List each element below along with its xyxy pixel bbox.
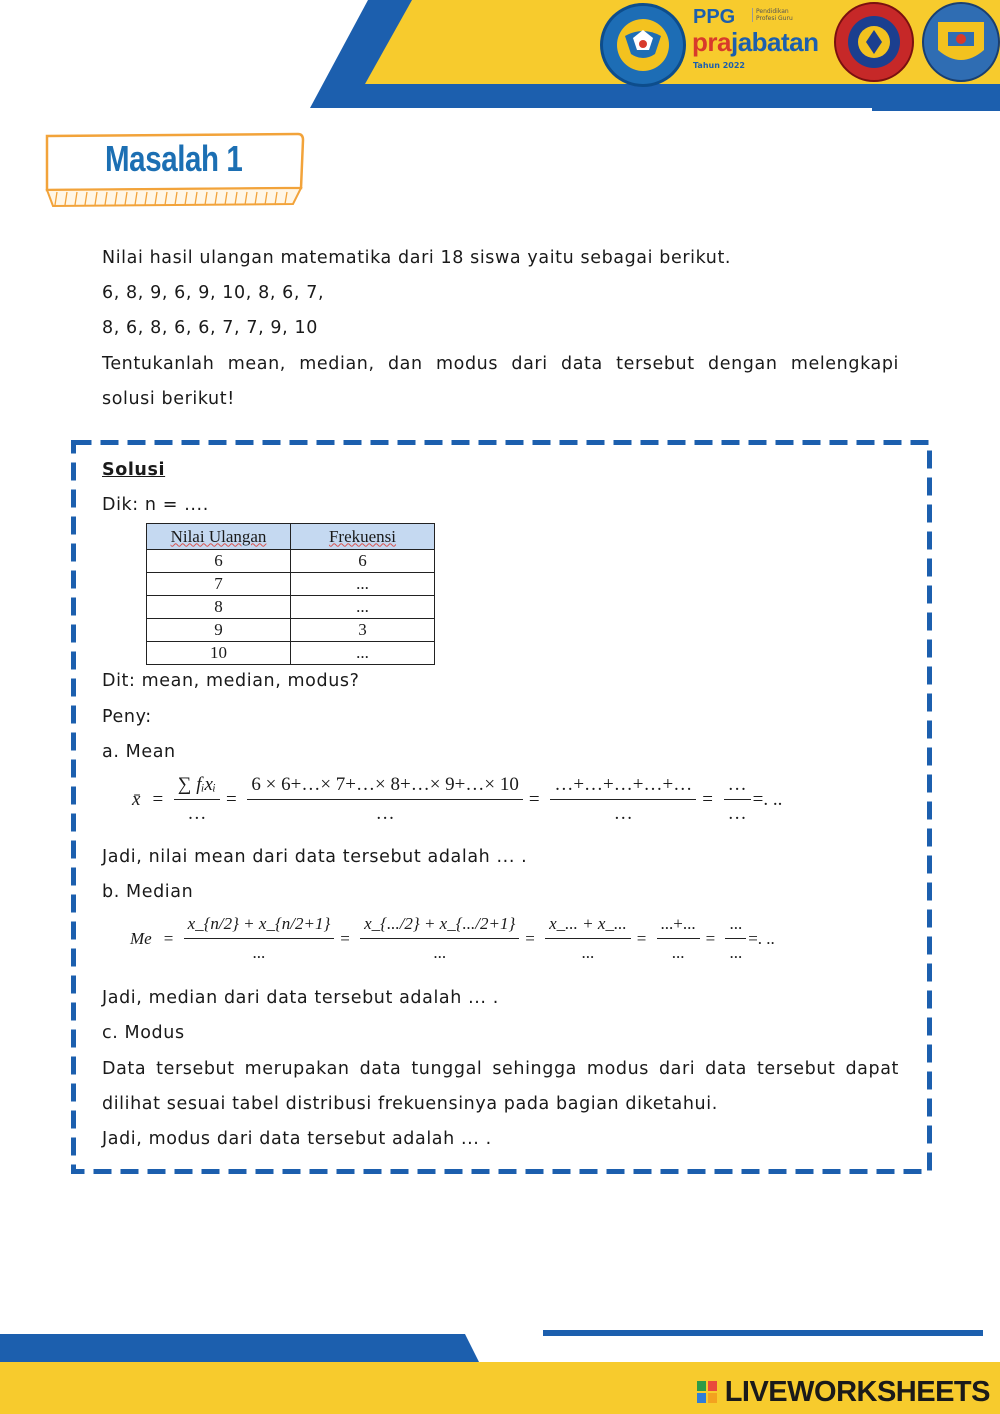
- modus-explanation-2: dilihat sesuai tabel distribusi frekuensinya pada bagian diketahui.: [102, 1094, 718, 1114]
- median-conclusion: Jadi, median dari data tersebut adalah ... .: [102, 988, 499, 1008]
- header-accent-line: [872, 106, 1000, 111]
- mean-result-blank: =. ..: [752, 788, 783, 810]
- solution-label: Peny:: [102, 707, 152, 727]
- given-n: Dik: n = ....: [102, 495, 209, 515]
- table-header-row: [147, 524, 435, 550]
- tut-wuri-handayani-logo: [600, 3, 686, 87]
- footer-accent-line: [543, 1330, 983, 1336]
- table-row: [147, 550, 435, 573]
- table-cell: 6: [147, 550, 291, 573]
- page-title: Masalah 1: [105, 138, 243, 179]
- modus-explanation-1: Data tersebut merupakan data tunggal sehingga modus dari data tersebut dapat: [102, 1059, 899, 1079]
- table-cell: 7: [147, 573, 291, 596]
- median-fraction-3: $\frac{x\_... + x\_...}{...}$: [545, 913, 631, 964]
- table-row: [147, 573, 435, 596]
- mean-symbol: x̄: [132, 788, 141, 810]
- table-row: [147, 642, 435, 665]
- table-cell: 9: [147, 619, 291, 642]
- mean-conclusion: Jadi, nilai mean dari data tersebut adalah ... .: [102, 847, 528, 867]
- median-symbol: Me: [130, 928, 152, 948]
- table-cell: ...: [291, 573, 435, 596]
- problem-question: Tentukanlah mean, median, dan modus dari data tersebut dengan melengkapi: [102, 354, 899, 374]
- liveworksheets-icon: [697, 1381, 717, 1403]
- table-row: [147, 619, 435, 642]
- problem-question-end: solusi berikut!: [102, 389, 235, 409]
- median-fraction-5: $\frac{...}{...}$: [725, 913, 746, 964]
- problem-data-2: 8, 6, 8, 6, 6, 7, 7, 9, 10: [102, 318, 318, 338]
- table-cell: 10: [147, 642, 291, 665]
- mean-fraction-2: $\frac{6 \times 6+\dots\times 7+\dots\times 8+\dots\times 9+\dots\times 10}{\dots}$: [247, 774, 522, 825]
- regional-emblem-logo: [922, 2, 1000, 82]
- mean-fraction-3: $\frac{\dots+\dots+\dots+\dots+\dots}{\dots}$: [550, 774, 696, 825]
- table-cell: 8: [147, 596, 291, 619]
- asked: Dit: mean, median, modus?: [102, 671, 360, 691]
- solution-heading: Solusi: [102, 460, 166, 480]
- ppg-logo-text: PPG: [693, 6, 736, 28]
- table-row: [147, 596, 435, 619]
- column-header: Nilai Ulangan: [147, 524, 291, 550]
- table-cell: ...: [291, 642, 435, 665]
- modus-conclusion: Jadi, modus dari data tersebut adalah ... .: [102, 1129, 492, 1149]
- median-result-blank: =. ..: [748, 928, 775, 948]
- year-label: Tahun 2022: [693, 61, 745, 70]
- problem-line-1: Nilai hasil ulangan matematika dari 18 siswa yaitu sebagai berikut.: [102, 248, 732, 268]
- median-label: b. Median: [102, 882, 194, 902]
- universitas-muhammadiyah-logo: [834, 2, 914, 82]
- footer-blue-band: [0, 1334, 480, 1364]
- median-fraction-4: $\frac{...+...}{...}$: [657, 913, 700, 964]
- median-formula: Me = $\frac{x\_\{n/2\} + x\_\{n/2+1\}}{...}$ = $\frac{x\_\{.../2\} + x\_\{.../2+1\}}{...}$ = $\frac{x\_... + x\_...}{...}$ = $\frac{...+...}{...}$ = $\frac{...}{...}$ =. ..: [130, 914, 775, 962]
- mean-fraction-1: $\frac{\text{∑ fᵢxᵢ}}{\dots}$: [174, 774, 220, 825]
- problem-data-1: 6, 8, 9, 6, 9, 10, 8, 6, 7,: [102, 283, 325, 303]
- prajabatan-logo-text: prajabatan: [692, 27, 819, 57]
- mean-label: a. Mean: [102, 742, 176, 762]
- modus-label: c. Modus: [102, 1023, 185, 1043]
- table-cell: 6: [291, 550, 435, 573]
- mean-fraction-4: $\frac{\dots}{\dots}$: [724, 774, 751, 825]
- liveworksheets-brand[interactable]: LIVEWORKSHEETS: [724, 1376, 990, 1408]
- table-cell: ...: [291, 596, 435, 619]
- column-header: Frekuensi: [291, 524, 435, 550]
- median-fraction-2: $\frac{x\_\{.../2\} + x\_\{.../2+1\}}{...}$: [360, 913, 519, 964]
- table-cell: 3: [291, 619, 435, 642]
- ppg-subtitle: Pendidikan Profesi Guru: [752, 8, 796, 22]
- mean-formula: x̄ = $\frac{\text{∑ fᵢxᵢ}}{\dots}$ = $\frac{6 \times 6+\dots\times 7+\dots\times 8+\dots\times 9+\dots\times 10}{\dots}$ = $\frac{\dots+\dots+\dots+\dots+\dots}{\dots}$ = $\frac{\dots}{\dots}$ =. ..: [132, 774, 783, 824]
- frequency-table: [146, 523, 435, 665]
- median-fraction-1: $\frac{x\_\{n/2\} + x\_\{n/2+1\}}{...}$: [184, 913, 335, 964]
